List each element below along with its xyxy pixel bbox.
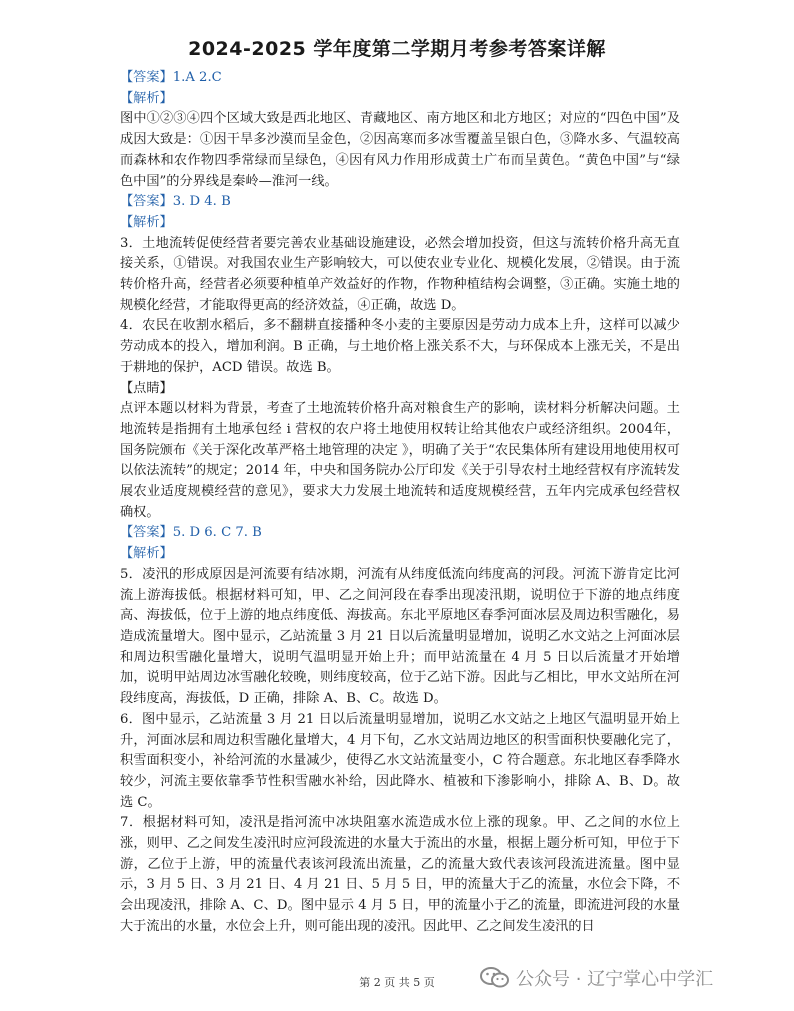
page-title: 2024-2025 学年度第二学期月考参考答案详解 bbox=[188, 38, 606, 60]
answer-line-3: 【答案】5. D 6. C 7. B bbox=[120, 525, 262, 541]
paragraph: 点评本题以材料为背景，考查了土地流转价格升高对粮食生产的影响，读材料分析解决问题。土地流转是指拥有土地承包经 i 营权的农户将土地使用权转让给其他农户或经济组织。2004年，国务院颁布《关于深化改革严格土地管理的决定 》，明确了关于“农民集体所有建设用地使用权可以依法流转”的规定；2014 年，中央和国务院办公厅印发《关于引导农村土地经营权有序流转发展农业适度规模经营的意见》，要求大力发展土地流转和适度规模经营，五年内完成承包经营权确权。 bbox=[120, 401, 680, 520]
analysis-tag-3: 【解析】 bbox=[120, 546, 173, 562]
page-number: 第 2 页 共 5 页 bbox=[359, 976, 435, 989]
watermark-text: 公众号 · 辽宁掌心中学汇 bbox=[516, 969, 714, 990]
analysis-tag-1: 【解析】 bbox=[120, 90, 173, 106]
paragraph: 6．图中显示，乙站流量 3 月 21 日以后流量明显增加，说明乙水文站之上地区气温明显开始上升，河面冰层和周边积雪融化量增大，4 月下旬，乙水文站周边地区的积雪面积快要融化完了，积雪面积变小，补给河流的水量减少，使得乙水文站流量变小，C 符合题意。东北地区春季降水较少，河流主要依靠季节性积雪融水补给，因此降水、植被和下渗影响小，排除 A、B、D。故选 C。 bbox=[120, 711, 680, 810]
paragraph: 3．土地流转促使经营者要完善农业基础设施建设，必然会增加投资，但这与流转价格升高无直接关系，①错误。对我国农业生产影响较大，可以使农业专业化、规模化发展，②错误。由于流转价格升高，经营者必须要种植单产效益好的作物，作物种植结构会调整，③正确。实施土地的规模化经营，才能取得更高的经济效益，④正确，故选 D。 bbox=[120, 235, 680, 313]
paragraph: 4．农民在收割水稻后，多不翻耕直接播种冬小麦的主要原因是劳动力成本上升，这样可以减少劳动成本的投入，增加利润。B 正确，与土地价格上涨关系不大，与环保成本上涨无关，不是出于耕地的保护，ACD 错误。故选 B。 bbox=[120, 318, 680, 375]
answer-line-2: 【答案】3. D 4. B bbox=[120, 194, 231, 210]
answer-line-1: 【答案】1.A 2.C bbox=[120, 70, 222, 85]
tip-tag: 【点睛】 bbox=[120, 380, 173, 396]
paragraph: 5．凌汛的形成原因是河流要有结冰期，河流有从纬度低流向纬度高的河段。河流下游肯定比河流上游海拔低。根据材料可知，甲、乙之间河段在春季出现凌汛期，说明位于下游的地点纬度高、海拔低，位于上游的地点纬度低、海拔高。东北平原地区春季河面冰层及周边积雪融化，易造成流量增大。图中显示，乙站流量 3 月 21 日以后流量明显增加，说明乙水文站之上河面冰层和周边积雪融化量增大，说明气温明显开始上升；而甲站流量在 4 月 5 日以后流量才开始增加，说明甲站周边冰雪融化较晚，则纬度较高，位于乙站下游。因此与乙相比，甲水文站所在河段纬度高，海拔低，D 正确，排除 A、B、C。故选 D。 bbox=[120, 566, 680, 707]
analysis-tag-2: 【解析】 bbox=[120, 214, 173, 230]
document-body bbox=[120, 68, 680, 938]
wechat-icon bbox=[480, 966, 510, 990]
watermark bbox=[480, 962, 713, 994]
paragraph: 图中①②③④四个区域大致是西北地区、青藏地区、南方地区和北方地区；对应的“四色中国”及成因大致是：①因干旱多沙漠而呈金色，②因高寒而多冰雪覆盖呈银白色，③降水多、气温较高而森林和农作物四季常绿而呈绿色，④因有风力作用形成黄土广布而呈黄色。“黄色中国”与“绿色中国”的分界线是秦岭—淮河一线。 bbox=[120, 111, 680, 189]
paragraph: 7．根据材料可知，凌汛是指河流中冰块阻塞水流造成水位上涨的现象。甲、乙之间的水位上涨，则甲、乙之间发生凌汛时应河段流进的水量大于流出的水量，根据上题分析可知，甲位于下游，乙位于上游，甲的流量代表该河段流出流量，乙的流量大致代表该河段流进流量。图中显示，3 月 5 日、3 月 21 日、4 月 21 日、5 月 5 日，甲的流量大于乙的流量，水位会下降，不会出现凌汛，排除 A、C、D。图中显示 4 月 5 日，甲的流量小于乙的流量，即流进河段的水量大于流出的水量，水位会上升，则可能出现的凌汛。因此甲、乙之间发生凌汛的日 bbox=[120, 815, 680, 934]
